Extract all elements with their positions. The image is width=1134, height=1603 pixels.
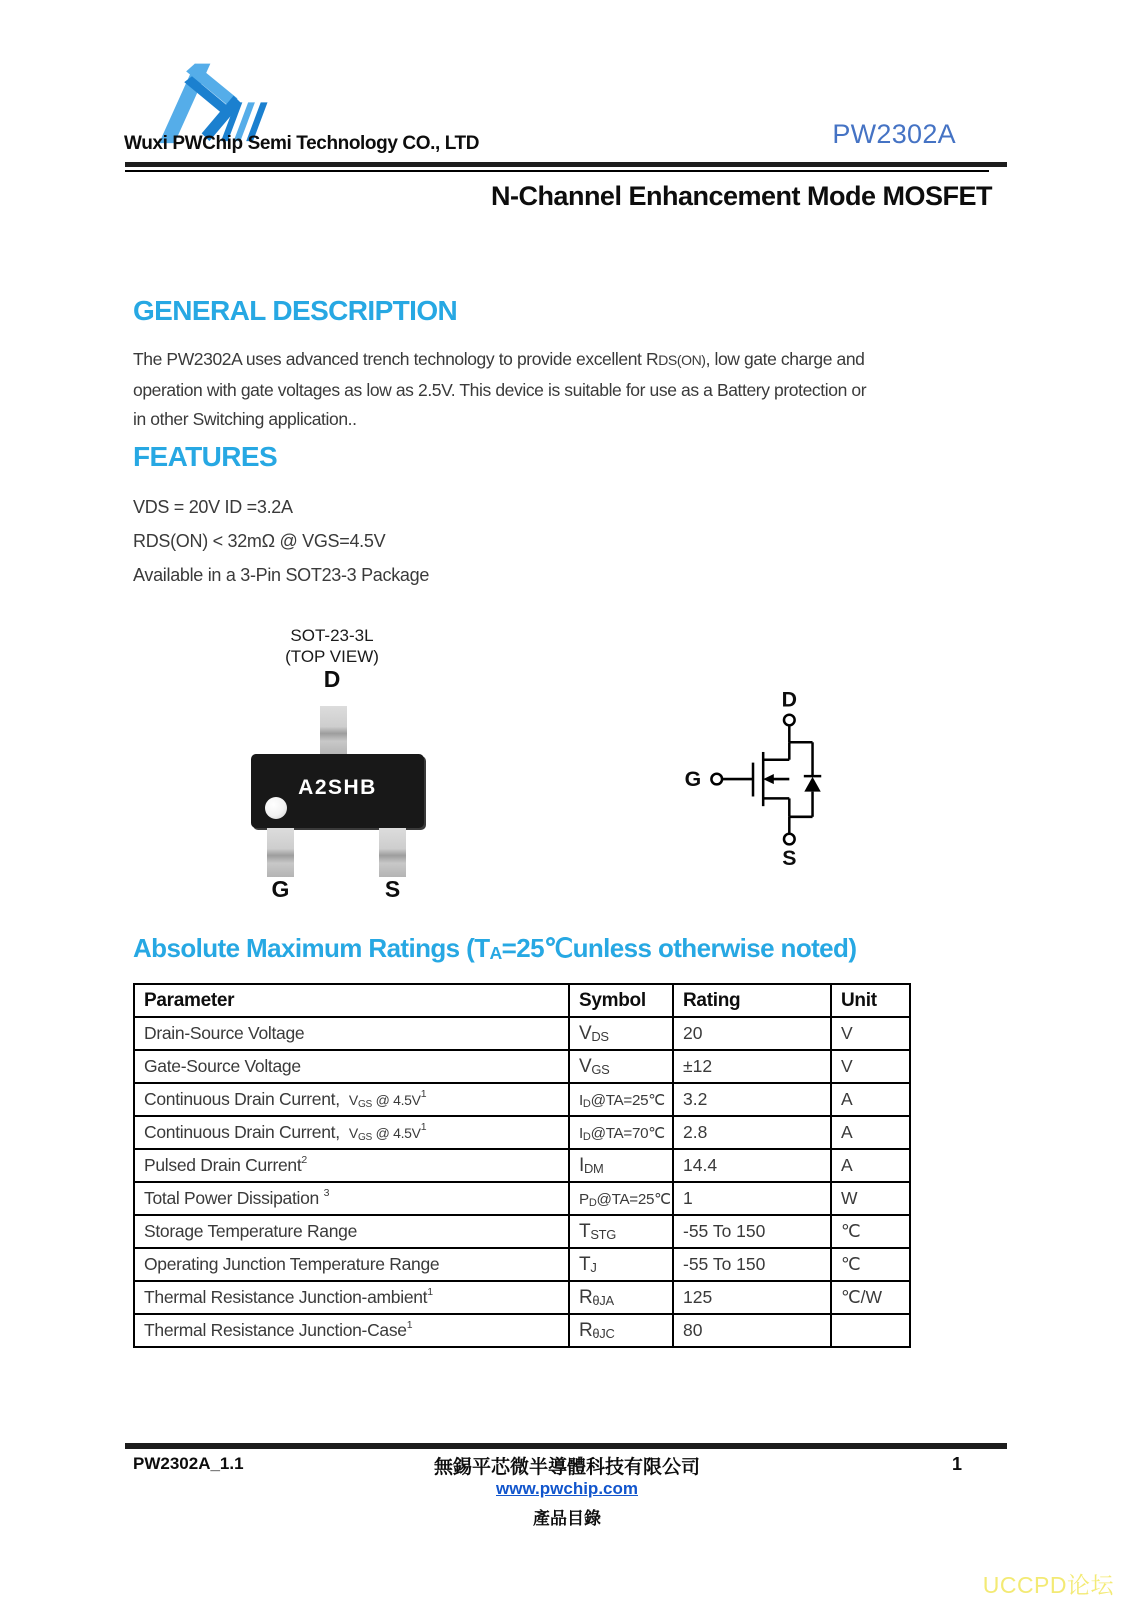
rating-cell: 1 (673, 1182, 831, 1215)
header-rule-thin (125, 170, 989, 172)
package-caption (237, 625, 427, 667)
column-header-parameter: Parameter (134, 984, 569, 1017)
rating-cell: -55 To 150 (673, 1215, 831, 1248)
symbol-cell: ID@TA=70℃ (569, 1116, 673, 1149)
company-name: Wuxi PWChip Semi Technology CO., LTD (124, 133, 480, 154)
rating-cell: -55 To 150 (673, 1248, 831, 1281)
rating-cell: 3.2 (673, 1083, 831, 1116)
drain-terminal (784, 715, 795, 726)
symbol-label-gate: G (684, 766, 702, 791)
package-pin-label-source: S (384, 876, 401, 902)
source-terminal (784, 834, 795, 845)
table-row (134, 1149, 910, 1182)
symbol-label-drain: D (781, 691, 797, 712)
part-number: PW2302A (832, 119, 956, 149)
param-cell: Thermal Resistance Junction-Case$^1$ (134, 1314, 569, 1347)
rating-cell: 14.4 (673, 1149, 831, 1182)
symbol-cell: VGS (569, 1050, 673, 1083)
features-list (133, 490, 429, 592)
feature-item: Available in a 3-Pin SOT23-3 Package (133, 565, 430, 585)
header-rule-thick (125, 162, 1007, 167)
param-cell: Continuous Drain Current, VGS @ $4.5V^1$ (134, 1083, 569, 1116)
footer-company-cn: 無錫平芯微半導體科技有限公司 (433, 1457, 700, 1478)
symbol-cell: VDS (569, 1017, 673, 1050)
symbol-cell: IDM (569, 1149, 673, 1182)
gate-terminal (711, 774, 722, 785)
param-cell: Operating Junction Temperature Range (134, 1248, 569, 1281)
rating-cell: 125 (673, 1281, 831, 1314)
unit-cell: ℃/W (831, 1281, 910, 1314)
table-row (134, 1281, 910, 1314)
package-pin-label-drain: D (323, 666, 341, 692)
column-header-rating: Rating (673, 984, 831, 1017)
rating-cell: 20 (673, 1017, 831, 1050)
table-row (134, 1215, 910, 1248)
package-pin-gate (267, 828, 294, 877)
rating-cell: 2.8 (673, 1116, 831, 1149)
unit-cell: A (831, 1149, 910, 1182)
param-cell: Pulsed Drain Current$^2$ (134, 1149, 569, 1182)
param-cell: Thermal Resistance Junction-ambient$^1$ (134, 1281, 569, 1314)
column-header-unit: Unit (831, 984, 910, 1017)
symbol-cell: RθJC (569, 1314, 673, 1347)
param-cell: Storage Temperature Range (134, 1215, 569, 1248)
package-pin-source (379, 828, 406, 877)
symbol-label-source: S (782, 846, 797, 871)
unit-cell: A (831, 1116, 910, 1149)
package-view: (TOP VIEW) (285, 647, 379, 666)
table-row (134, 1083, 910, 1116)
website-link[interactable]: www.pwchip.com (496, 1479, 638, 1498)
param-cell: Continuous Drain Current, VGS @ $4.5V^1$ (134, 1116, 569, 1149)
mosfet-symbol (676, 691, 831, 871)
general-description-text: The PW2302A uses advanced trench technology to provide excellent RDS(ON), low gate charge and operation with gate voltages as low as 2.5V. This device is suitable for use as a Battery protection or in other Switching application.. (133, 349, 867, 429)
package-pin-drain (320, 706, 347, 755)
feature-item: RDS(ON) < 32mΩ @ VGS=4.5V (133, 531, 386, 551)
package-body (251, 754, 424, 828)
symbol-cell: RθJA (569, 1281, 673, 1314)
symbol-cell: PD@TA=25℃ (569, 1182, 673, 1215)
table-row (134, 1248, 910, 1281)
document-title: N-Channel Enhancement Mode MOSFET (490, 181, 992, 211)
unit-cell: V (831, 1050, 910, 1083)
column-header-symbol: Symbol (569, 984, 673, 1017)
symbol-cell: ID@TA=25℃ (569, 1083, 673, 1116)
general-description-heading: GENERAL DESCRIPTION (133, 295, 458, 326)
table-row (134, 1050, 910, 1083)
unit-cell (831, 1314, 910, 1347)
abs-max-ratings-table (133, 983, 911, 1348)
symbol-cell: TSTG (569, 1215, 673, 1248)
body-diode (804, 777, 820, 792)
unit-cell: ℃ (831, 1215, 910, 1248)
footer-catalog: 產品目錄 (533, 1509, 601, 1528)
abs-max-ratings-heading: Absolute Maximum Ratings (TA=25℃unless otherwise noted) (133, 933, 857, 963)
param-cell: Total Power Dissipation $^3$ (134, 1182, 569, 1215)
feature-item: VDS = 20V ID =3.2A (133, 497, 293, 517)
table-header-row (134, 984, 910, 1017)
footer-page-number: 1 (951, 1454, 962, 1474)
table-row (134, 1017, 910, 1050)
package-name: SOT-23-3L (290, 626, 374, 645)
unit-cell: ℃ (831, 1248, 910, 1281)
rating-cell: 80 (673, 1314, 831, 1347)
footer-doc-ref: PW2302A_1.1 (133, 1454, 244, 1473)
pin1-indicator-dot (265, 797, 287, 819)
footer-website (0, 1479, 1134, 1499)
param-cell: Drain-Source Voltage (134, 1017, 569, 1050)
rating-cell: ±12 (673, 1050, 831, 1083)
unit-cell: A (831, 1083, 910, 1116)
symbol-cell: TJ (569, 1248, 673, 1281)
features-heading: FEATURES (133, 441, 278, 472)
unit-cell: W (831, 1182, 910, 1215)
mosfet-arrow (763, 774, 774, 784)
table-row (134, 1314, 910, 1347)
table-row (134, 1182, 910, 1215)
package-pin-label-gate: G (271, 876, 290, 902)
unit-cell: V (831, 1017, 910, 1050)
table-row (134, 1116, 910, 1149)
watermark: UCCPD论坛 (982, 1572, 1114, 1598)
param-cell: Gate-Source Voltage (134, 1050, 569, 1083)
footer-rule (125, 1443, 1007, 1449)
package-marking: A2SHB (298, 776, 377, 799)
